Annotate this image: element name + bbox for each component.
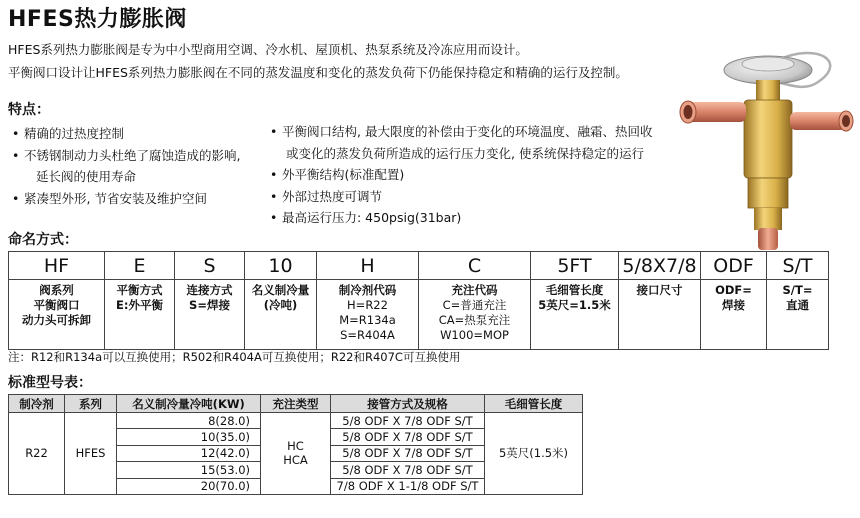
connection-cell: 5/8 ODF X 7/8 ODF S/T (331, 445, 485, 461)
desc-line: H=R22 (347, 298, 388, 312)
desc-cell (9, 280, 105, 350)
models-header-row (9, 395, 583, 413)
feature-item: • 最高运行压力: 450psig(31bar) (270, 207, 652, 229)
feature-item-continued (12, 166, 240, 188)
capacity-cell: 12(42.0) (117, 445, 261, 461)
code-cell: E (105, 252, 175, 280)
desc-line: 阀系列 (39, 283, 74, 297)
desc-line: 焊接 (722, 298, 745, 312)
naming-table (8, 251, 829, 350)
feature-text: 延长阀的使用寿命 (36, 169, 137, 184)
code-cell: HF (9, 252, 105, 280)
code-cell: C (419, 252, 531, 280)
expansion-valve-image (668, 42, 858, 252)
desc-line: E:外平衡 (116, 298, 163, 312)
desc-line: C=普通充注 (442, 298, 507, 312)
desc-line: S/T= (782, 283, 813, 297)
models-heading: 标准型号表： (8, 375, 92, 391)
desc-line: 平衡方式 (116, 283, 163, 297)
desc-line: (冷吨) (263, 298, 298, 312)
desc-cell (105, 280, 175, 350)
desc-cell (531, 280, 619, 350)
code-cell: S/T (767, 252, 829, 280)
code-cell: 5FT (531, 252, 619, 280)
connection-cell: 7/8 ODF X 1-1/8 ODF S/T (331, 478, 485, 494)
connection-cell: 5/8 ODF X 7/8 ODF S/T (331, 413, 485, 429)
column-header: 名义制冷量冷吨(KW) (117, 395, 261, 413)
capacity-cell: 15(53.0) (117, 462, 261, 478)
feature-item: • 外部过热度可调节 (270, 186, 652, 208)
column-header: 制冷剂 (9, 395, 65, 413)
desc-cell (767, 280, 829, 350)
capacity-cell: 10(35.0) (117, 429, 261, 445)
desc-line: ODF= (715, 283, 752, 297)
capacity-cell: 20(70.0) (117, 478, 261, 494)
code-cell: 10 (245, 252, 317, 280)
naming-desc-row (9, 280, 829, 350)
desc-line: 名义制冷量 (251, 283, 310, 297)
desc-line: 动力头可拆卸 (22, 313, 91, 327)
desc-line: W100=MOP (440, 328, 509, 342)
desc-line: 直通 (786, 298, 809, 312)
models-table (8, 394, 583, 495)
column-header: 充注类型 (261, 395, 331, 413)
desc-line: M=R134a (339, 313, 396, 327)
features-heading: 特点： (8, 102, 50, 118)
desc-line: 平衡阀口 (33, 298, 80, 312)
feature-item: • 精确的过热度控制 (12, 123, 240, 145)
capillary-cell: 5英尺(1.5米) (485, 413, 583, 495)
desc-cell (245, 280, 317, 350)
desc-line: 5英尺=1.5米 (538, 298, 611, 312)
desc-line: 制冷剂代码 (338, 283, 397, 297)
column-header: 系列 (65, 395, 117, 413)
desc-cell (619, 280, 701, 350)
desc-cell (317, 280, 419, 350)
desc-cell (175, 280, 245, 350)
naming-heading: 命名方式： (8, 232, 78, 248)
desc-cell (419, 280, 531, 350)
features-left-list (12, 123, 240, 209)
desc-line: S=R404A (340, 328, 395, 342)
feature-item: • 外平衡结构(标准配置) (270, 164, 652, 186)
desc-line: 连接方式 (186, 283, 233, 297)
connection-cell: 5/8 ODF X 7/8 ODF S/T (331, 462, 485, 478)
desc-line: 毛细管长度 (545, 283, 604, 297)
feature-text: 或变化的蒸发负荷所造成的运行压力变化, 使系统保持稳定的运行 (286, 145, 644, 161)
capacity-cell: 8(28.0) (117, 413, 261, 429)
desc-line: CA=热泵充注 (438, 313, 511, 327)
features-right-list (270, 121, 652, 229)
code-cell: S (175, 252, 245, 280)
desc-cell (701, 280, 767, 350)
charge-type: HC (287, 439, 304, 454)
feature-item: • 不锈钢制动力头杜绝了腐蚀造成的影响, (12, 145, 240, 167)
table-row (9, 413, 583, 429)
feature-item-continued (270, 143, 652, 165)
feature-item: • 平衡阀口结构, 最大限度的补偿由于变化的环境温度、融霜、热回收 (270, 121, 652, 143)
series-cell: HFES (65, 413, 117, 495)
page-title: HFES热力膨胀阀 (8, 7, 187, 32)
interchange-note: 注：R12和R134a可以互换使用；R502和R404A可互换使用；R22和R407C可互换使用 (8, 350, 461, 364)
column-header: 毛细管长度 (485, 395, 583, 413)
charge-cell (261, 413, 331, 495)
desc-line: S=焊接 (189, 298, 230, 312)
desc-line: 接口尺寸 (636, 283, 683, 297)
intro-line-1: HFES系列热力膨胀阀是专为中小型商用空调、冷水机、屋顶机、热泵系统及冷冻应用而设计。 (8, 42, 528, 57)
connection-cell: 5/8 ODF X 7/8 ODF S/T (331, 429, 485, 445)
intro-line-2: 平衡阀口设计让HFES系列热力膨胀阀在不同的蒸发温度和变化的蒸发负荷下仍能保持稳定和精确的运行及控制。 (8, 65, 628, 80)
code-cell: ODF (701, 252, 767, 280)
code-cell: 5/8X7/8 (619, 252, 701, 280)
code-cell: H (317, 252, 419, 280)
naming-codes-row (9, 252, 829, 280)
charge-type: HCA (283, 453, 308, 468)
column-header: 接管方式及规格 (331, 395, 485, 413)
desc-line: 充注代码 (451, 283, 498, 297)
feature-item: • 紧凑型外形, 节省安装及维护空间 (12, 188, 240, 210)
refrigerant-cell: R22 (9, 413, 65, 495)
